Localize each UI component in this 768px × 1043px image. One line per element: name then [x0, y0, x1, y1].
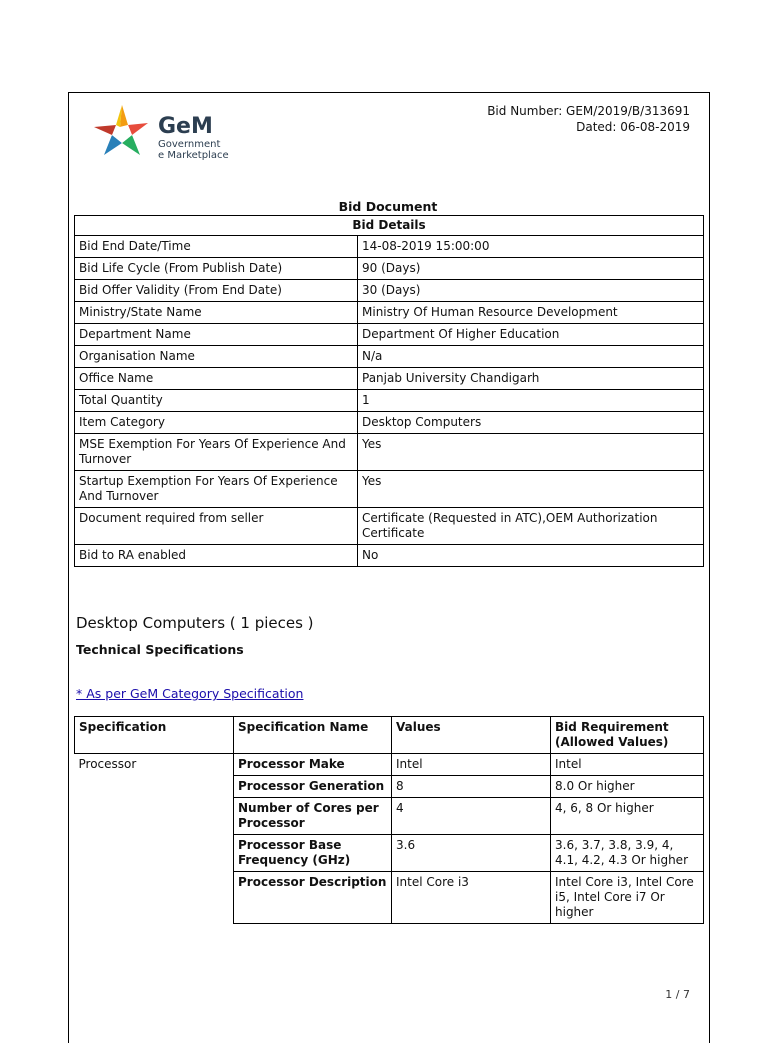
header-specification-name: Specification Name [234, 717, 392, 754]
row-label: Bid to RA enabled [75, 545, 358, 567]
bid-number: Bid Number: GEM/2019/B/313691 [487, 104, 690, 118]
table-row [75, 368, 704, 390]
logo-line1: Government [158, 139, 221, 150]
row-value: 14-08-2019 15:00:00 [358, 236, 704, 258]
table-row [75, 346, 704, 368]
bid-date: Dated: 06-08-2019 [576, 120, 690, 134]
logo-name: GeM [158, 114, 213, 139]
table-row [75, 302, 704, 324]
spec-group-processor: Processor [75, 754, 234, 924]
table-row [75, 280, 704, 302]
spec-name: Processor Base Frequency (GHz) [234, 835, 392, 872]
bid-details-table [74, 215, 704, 567]
spec-requirement: Intel Core i3, Intel Core i5, Intel Core i7 Or higher [551, 872, 704, 924]
header-bid-requirement: Bid Requirement (Allowed Values) [551, 717, 704, 754]
row-label: Organisation Name [75, 346, 358, 368]
table-row [75, 412, 704, 434]
item-section-title: Desktop Computers ( 1 pieces ) [76, 614, 314, 632]
table-row [75, 236, 704, 258]
header-specification: Specification [75, 717, 234, 754]
spec-value: 3.6 [392, 835, 551, 872]
row-label: Bid Offer Validity (From End Date) [75, 280, 358, 302]
row-value: Panjab University Chandigarh [358, 368, 704, 390]
bid-meta [487, 103, 690, 135]
table-row [75, 508, 704, 545]
spec-name: Processor Description [234, 872, 392, 924]
technical-spec-table [74, 716, 704, 924]
row-label: Item Category [75, 412, 358, 434]
row-label: MSE Exemption For Years Of Experience And Turnover [75, 434, 358, 471]
row-value: Desktop Computers [358, 412, 704, 434]
table-row [75, 545, 704, 567]
row-label: Office Name [75, 368, 358, 390]
logo-line2: e Marketplace [158, 150, 229, 161]
row-value: Yes [358, 471, 704, 508]
row-value: Certificate (Requested in ATC),OEM Authorization Certificate [358, 508, 704, 545]
row-value: No [358, 545, 704, 567]
row-label: Bid Life Cycle (From Publish Date) [75, 258, 358, 280]
spec-requirement: 8.0 Or higher [551, 776, 704, 798]
header-values: Values [392, 717, 551, 754]
table-row [75, 434, 704, 471]
spec-name: Processor Generation [234, 776, 392, 798]
row-label: Total Quantity [75, 390, 358, 412]
technical-specifications-heading: Technical Specifications [76, 642, 244, 657]
row-value: Department Of Higher Education [358, 324, 704, 346]
row-label: Startup Exemption For Years Of Experience And Turnover [75, 471, 358, 508]
table-row [75, 390, 704, 412]
row-value: 90 (Days) [358, 258, 704, 280]
row-value: Yes [358, 434, 704, 471]
gem-star-icon [90, 103, 240, 167]
gem-logo [90, 103, 240, 167]
spec-requirement: Intel [551, 754, 704, 776]
row-label: Bid End Date/Time [75, 236, 358, 258]
spec-value: Intel Core i3 [392, 872, 551, 924]
spec-requirement: 3.6, 3.7, 3.8, 3.9, 4, 4.1, 4.2, 4.3 Or higher [551, 835, 704, 872]
document-title: Bid Document [338, 199, 438, 214]
spec-requirement: 4, 6, 8 Or higher [551, 798, 704, 835]
row-label: Ministry/State Name [75, 302, 358, 324]
row-value: N/a [358, 346, 704, 368]
table-row [75, 754, 704, 776]
table-row [75, 471, 704, 508]
table-row [75, 324, 704, 346]
row-label: Document required from seller [75, 508, 358, 545]
table-row [75, 258, 704, 280]
row-value: 1 [358, 390, 704, 412]
row-label: Department Name [75, 324, 358, 346]
row-value: Ministry Of Human Resource Development [358, 302, 704, 324]
page-number: 1 / 7 [665, 988, 690, 1001]
spec-value: Intel [392, 754, 551, 776]
spec-name: Number of Cores per Processor [234, 798, 392, 835]
spec-name: Processor Make [234, 754, 392, 776]
row-value: 30 (Days) [358, 280, 704, 302]
spec-value: 4 [392, 798, 551, 835]
spec-value: 8 [392, 776, 551, 798]
bid-details-heading: Bid Details [75, 216, 704, 236]
gem-category-specification-link[interactable]: * As per GeM Category Specification [76, 686, 304, 701]
